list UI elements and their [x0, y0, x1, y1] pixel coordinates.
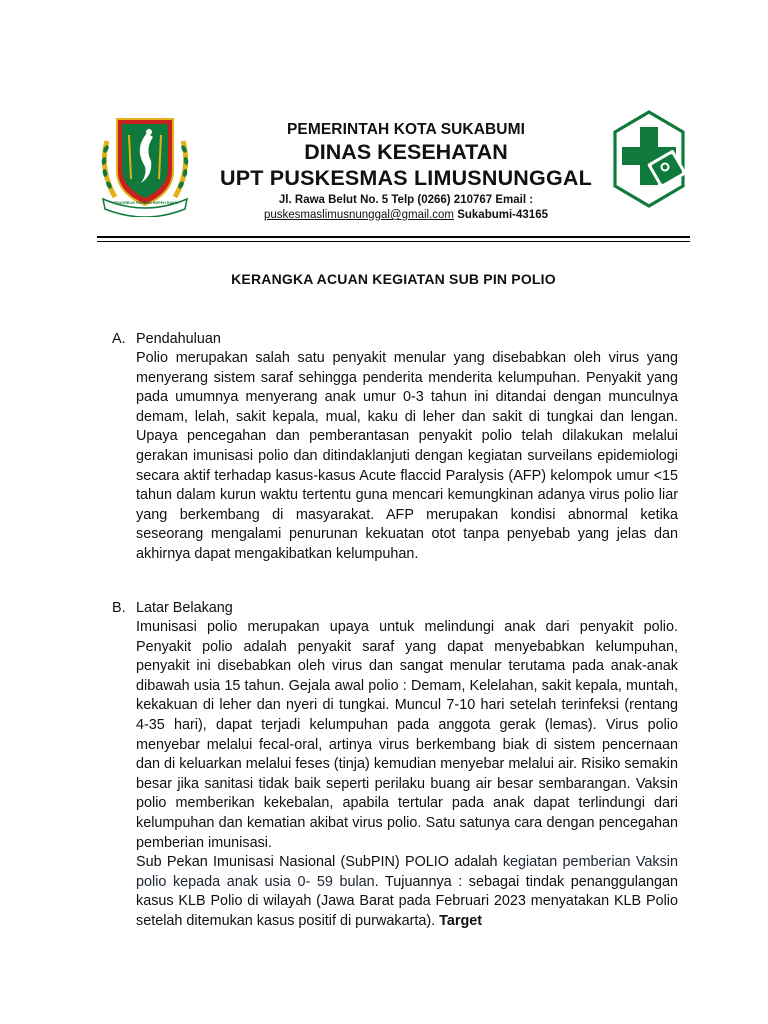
section-paragraph-subpin	[136, 853, 678, 931]
letterhead-rule-thin	[97, 241, 690, 242]
department-name: DINAS KESEHATAN	[304, 140, 508, 164]
section-letter: A.	[112, 331, 126, 347]
section-paragraph: Polio merupakan salah satu penyakit menular yang disebabkan oleh virus yang menyerang sistem saraf sehingga penderita menderita kelumpuhan. Penyakit yang pada umumnya menyerang anak umur 0-3 tahun ini ditandai dengan munculnya demam, lelah, sakit kepala, mual, kaku di leher dan sakit di tungkai dan lengan. Upaya pencegahan dan pemberantasan penyakit polio telah dilakukan melalui gerakan imunisasi polio dan ditindaklanjuti dengan kegiatan surveilans epidemiologi secara aktif terhadap kasus-kasus Acute flaccid Paralysis (AFP) kelompok umur <15 tahun dalam kurun waktu tertentu guna mencari kemungkinan adanya virus polio liar yang berkembang di masyarakat. AFP merupakan kondisi abnormal ketika seseorang mengalami penurunan kekuatan otot tanpa penyebab yang jelas dan akhirnya dapat mengakibatkan kelumpuhan.	[136, 350, 678, 562]
puskesmas-logo-icon	[612, 109, 686, 209]
government-name: PEMERINTAH KOTA SUKABUMI	[286, 121, 526, 138]
section-letter: B.	[112, 600, 126, 616]
section-pendahuluan	[112, 329, 678, 565]
paragraph-text: . Tujuannya : sebagai tindak penanggulangan kasus KLB Polio di wilayah (Jawa Barat pada Februari 2023 menyatakan KLB Polio setelah ditemukan kasus positif di purwakarta).	[136, 873, 678, 929]
section-heading: Latar Belakang	[136, 600, 233, 616]
document-title: KERANGKA ACUAN KEGIATAN SUB PIN POLIO	[231, 271, 556, 287]
paragraph-highlight: kegiatan pemberian Vaksin polio kepada anak usia 0- 59 bulan	[136, 854, 678, 890]
section-paragraph: Imunisasi polio merupakan upaya untuk melindungi anak dari penyakit polio. Penyakit polio adalah penyakit saraf yang dapat menyebabkan kelumpuhan, penyakit ini disebabkan oleh virus dan sangat menular terutama pada anak-anak dibawah usia 15 tahun. Gejala awal polio : Demam, Kelelahan, sakit kepala, muntah, kekakuan di leher dan nyeri di tungkai. Muncul 7-10 hari setelah terinfeksi (rentang 4-35 hari), dapat terjadi kelumpuhan pada anggota gerak (lemas). Virus polio menyebar melalui fecal-oral, artinya virus berkembang biak di sistem pencernaan dan di keluarkan melalui feses (tinja) kemudian menyebar melalui air. Risiko semakin besar jika sanitasi tidak baik seperti perilaku buang air besar sembarangan. Vaksin polio memberikan kekebalan, apabila tertular pada anak dapat terlindungi dari kelumpuhan dan kematian akibat virus polio. Satu satunya cara dengan pencegahan pemberian imunisasi.	[136, 619, 678, 851]
paragraph-text: Sub Pekan Imunisasi Nasional (SubPIN) POLIO adalah	[136, 854, 503, 871]
email-link[interactable]: puskesmaslimusnunggal@gmail.com	[264, 209, 455, 221]
city-postcode: Sukabumi-43165	[457, 209, 548, 221]
institution-name: UPT PUSKESMAS LIMUSNUNGGAL	[220, 166, 592, 190]
letterhead	[196, 120, 616, 223]
left-logo-motto: REUGREUG PAGEUH REPEH RAPIH	[113, 201, 179, 205]
paragraph-bold-word: Target	[439, 912, 483, 929]
contact-line	[196, 208, 616, 223]
section-heading: Pendahuluan	[136, 331, 221, 347]
letterhead-rule-thick	[97, 236, 690, 238]
section-latar-belakang	[112, 598, 678, 932]
address-line: Jl. Rawa Belut No. 5 Telp (0266) 210767 Email :	[278, 194, 534, 206]
